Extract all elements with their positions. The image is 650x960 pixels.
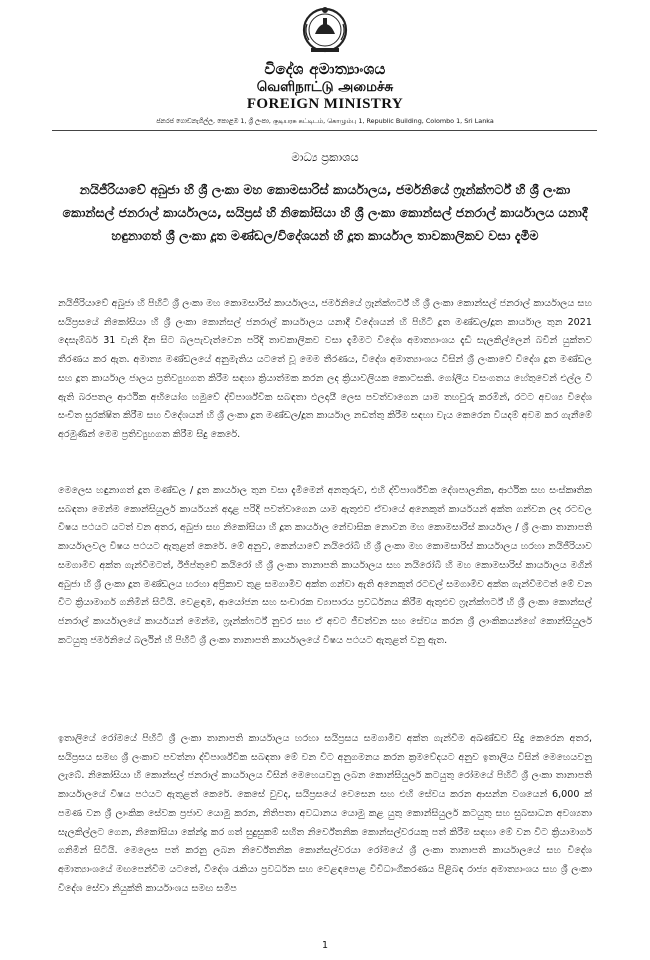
body-paragraph-2: මෙලෙස හඳුනාගත් දූත මණ්ඩල / දූත කාර්යාල තුන වසා දැමීමෙන් අනතුරුව, එහි ද්විපාර්ශ්වික දේශපාලනික, ආර්ථික සහ සංස්කෘතික සබඳතා මෙන්ම කොන්සියුලර් කාර්යයන් අදාළ පරිදි පවත්වාගෙන යාම ඇතුළුව ඒවායේ අනෙකුත් කාර්යයන් අක්ත ගන්වන ලද රටවල විෂය පථයට යටත් වන අතර, අබුජා සහ නිකෝසියා හි දූත කාර්යාල නේවාසික නොවන මහ කොමසාරිස් කාර්යාල / ශ්‍රී ලංකා තානාපති කාර්යාලවල විෂය පථයට ඇතුළත් කෙරේ. මේ අනුව, කෙන්යාවේ නයිරෝබි හි ශ්‍රී ලංකා මහ කොමසාරිස් කාර්යාලය හරහා නයිජීරියාව සමගාමීව අක්ත ගැන්වීමටත්, ඊජිප්තුවේ කයිරෝ හි ශ්‍රී ලංකා තානාපති කාර්යාලය සහ නයිරෝබි හි මහ කොමසාරිස් කාර්යාලය මගින් අබුජා හි ශ්‍රී ලංකා දූත මණ්ඩලය හරහා අප්‍රිකාව තුළ සමගාමීව අක්ත ගන්වා ඇති අනෙකුත් රටවල් සමගාමීව අක්ත ගැන්වීමටත් මේ වන විට ක්‍රියාමාර්ග ගනිමින් සිටියි. වෙළඳාම, ආයෝජන සහ සංචාරක ව්‍යාපාරය ප්‍රවර්ධනය කිරීම ඇතුළුව ෆ්‍රෑන්ක්ෆර්ට් හි ශ්‍රී ලංකා කොන්සල් ජනරාල් කාර්යාලයේ කාර්යයන් මෙන්ම, ෆ්‍රෑන්ක්ෆර්ට් නුවර සහ ඒ අවට ජීවත්වන සහ සේවය කරන ශ්‍රී ලාංකිකයන්ගේ කොන්සියුලර් කටයුතු ජර්මනියේ බර්ලින් හි පිහිටි ශ්‍රී ලංකා තානාපති කාර්යාලයේ විෂය පථයට ඇතුළත් වනු ඇත. (58, 485, 592, 646)
body-paragraph-3: ඉතාලියේ රෝමයේ පිහිටි ශ්‍රී ලංකා තානාපති කාර්යාලය හරහා සයිප්‍රසය සමගාමීව අක්ත ගැන්වීම අඛණ්ඩව සිදු කෙරෙන අතර, සයිප්‍රසය සමඟ ශ්‍රී ලංකාව පවත්නා ද්විපාර්ශ්වික සබඳතා මේ වන විට අනුගමනය කරන ක්‍රමවේදයට අනුව ඉතාලිය විසින් මෙහෙයවනු ලැබේ. නිකෝසියා හි කොන්සල් ජනරාල් කාර්යාලය විසින් මෙහෙයවනු ලබන කොන්සියුලර් කටයුතු රෝමයේ පිහිටි ශ්‍රී ලංකා තානාපති කාර්යාලයේ විෂය පථයට ඇතුළත් කෙරේ. කෙසේ වුවද, සයිප්‍රසයේ වෙසෙන සහ එහි සේවය කරන ආසන්න වශයෙන් 6,000 ක් පමණ වන ශ්‍රී ලාංකික සේවක ප්‍රජාව යොමු කරන, නිතිපතා අවධානය යොමු කළ යුතු කොන්සියුලර් කටයුතු සහ සුබසාධන අවශ්‍යතා සැලකිල්ලට ගෙන, නිකෝසියා කේන්ද්‍ර කර ගත් සුදුසුකම් සහිත නිර්වේතනික කොන්සල්වරයකු පත් කිරීම සඳහා මේ වන විට ක්‍රියාමාර්ග ගනිමින් සිටියි. මෙලෙස පත් කරනු ලබන නිර්වේතනික කොන්සල්වරයා රෝමයේ ශ්‍රී ලංකා තානාපති කාර්යාලයේ සහ විදේශ අමාත්‍යාංශයේ මඟපෙන්වීම යටතේ, විදේශ රැකියා ප්‍රවර්ධන සහ වෙළඳපොළ විවිධාංගීකරණය පිළිබඳ රාජ්‍ය අමාත්‍යාංශය සහ ශ්‍රී ලංකා විදේශ සේවා නියුක්ති කාර්යාංශය සමඟ සමීප (58, 733, 592, 894)
ministry-name-english: FOREIGN MINISTRY (246, 96, 404, 112)
ministry-name-tamil: வெளிநாட்டு அமைச்சு (256, 79, 394, 95)
release-headline: නයිජීරියාවේ අබුජා හි ශ්‍රී ලංකා මහ කොමසාරිස් කාර්යාලය, ජර්මනියේ ෆ්‍රෑන්ක්ෆර්ට් හි ශ්‍රී ලංකා කොන්සල් ජනරාල් කාර්යාලය, සයිප්‍රස් හි නිකෝසියා හි ශ්‍රී ලංකා කොන්සල් ජනරාල් කාර්යාලය යනාදී හඳුනාගත් ශ්‍රී ලංකා දූත මණ්ඩල/විදේශයන් හි දූත කාර්යාල තාවකාලිකව වසා දැමීම (62, 182, 588, 243)
letterhead-divider (52, 130, 597, 131)
ministry-address: ජනරජ ගොඩනැගිල්ල, කොළඹ 1, ශ්‍රී ලංකා, குடியரசு கட்டிடம், கொழும்பு 1, Republic Building, Colombo 1, Sri Lanka (156, 117, 494, 125)
sri-lanka-emblem-icon (301, 4, 349, 58)
ministry-name-sinhala: විදේශ අමාත්‍යාංශය (264, 60, 386, 78)
body-paragraph-1: නයිජීරියාවේ අබුජා හි පිහිටි ශ්‍රී ලංකා මහ කොමසාරිස් කාර්යාලය, ජර්මනියේ ෆ්‍රෑන්ක්ෆර්ට් හි ශ්‍රී ලංකා කොන්සල් ජනරාල් කාර්යාලය සහ සයිප්‍රසයේ නිකෝසියා හි ශ්‍රී ලංකා කොන්සල් ජනරාල් කාර්යාලය යනාදී විදේශයන් හි පිහිටි දූත මණ්ඩල/දූත කාර්යාල තුන 2021 දෙසැම්බර් 31 වැනි දින සිට බලපැවැත්වෙන පරිදි තාවකාලිකව වසා දැමීමට විදේශ අමාත්‍යාංශය දැඩි සැලකිල්ලෙන් බවින් යුක්තව තීරණය කර ඇත. අමාත්‍ය මණ්ඩලයේ අනුමැතිය යටතේ වූ මෙම තීරණය, විදේශ අමාත්‍යාංශය විසින් ශ්‍රී ලංකාවේ විදේශ දූත මණ්ඩල සහ දූත කාර්යාල ජාලය ප්‍රතිව්‍යුහගත කිරීම සඳහා ක්‍රියාත්මක කරන ලද ක්‍රියාවලියක කොටසකි. ගෝලීය වසංගතය හේතුවෙන් එල්ල වී ඇති බරපතල ආර්ථික අභියෝග හමුවේ ද්විපාර්ශ්වික සබඳතා ඵලදායී ලෙස පවත්වාගෙන යාම තහවුරු කරමින්, රටට අවශ්‍ය විදේශ සංචිත සුරක්ෂිත කිරීම සහ විදේශයන් හි ශ්‍රී ලංකා දූත මණ්ඩල/දූත කාර්යාල නඩත්තු කිරීම සඳහා වැය කෙරෙන වියදම් අවම කර ගැනීමේ අරමුණින් මෙම ප්‍රතිව්‍යුහගත කිරීම සිදු කෙරේ. (58, 298, 592, 440)
page-number: 1 (321, 940, 329, 951)
release-type: මාධ්‍ය ප්‍රකාශය (291, 150, 359, 164)
